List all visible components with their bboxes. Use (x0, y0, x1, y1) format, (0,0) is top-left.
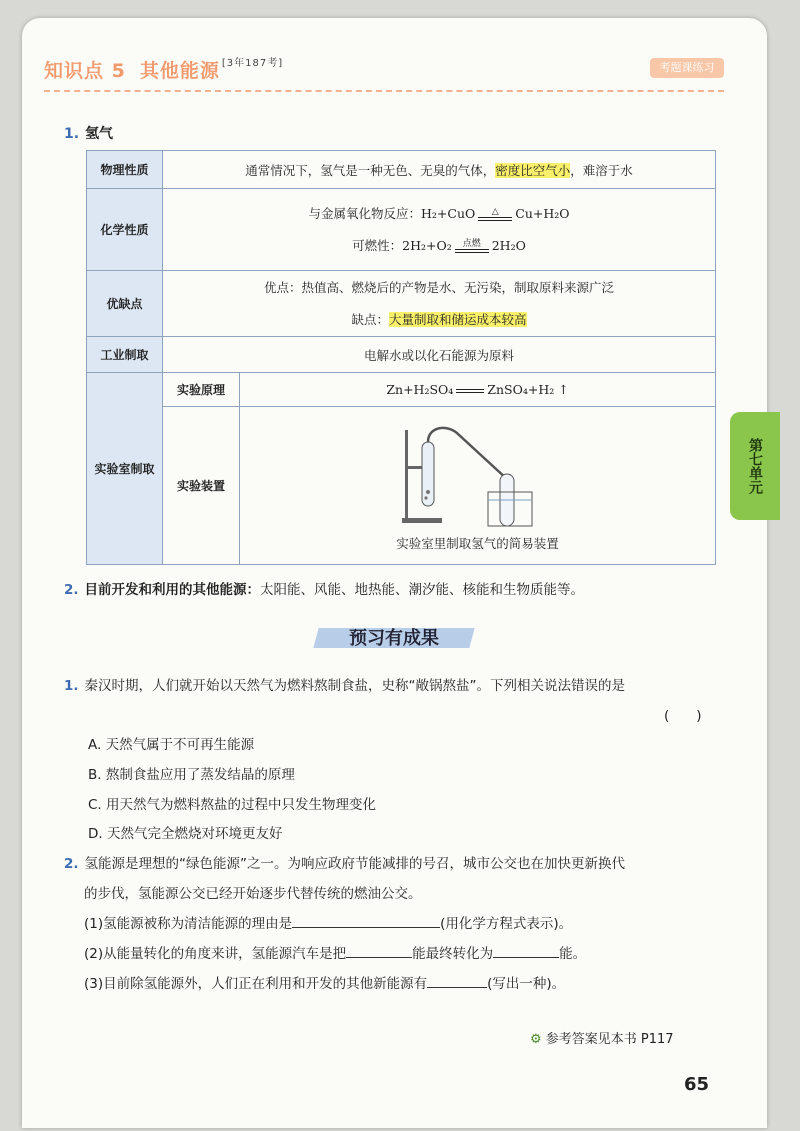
equation-left: Zn+H₂SO₄ (386, 382, 454, 397)
question-2 (64, 852, 724, 872)
table-row-industrial (87, 337, 716, 373)
question-text: 氢能源是理想的“绿色能源”之一。为响应政府节能减排的号召，城市公交也在加快更新换代 (84, 856, 626, 872)
sub2-text: (2)从能量转化的角度来讲，氢能源汽车是把 (84, 946, 347, 962)
lab-principle-equation (240, 373, 716, 407)
sub1-text: (1)氢能源被称为清洁能源的理由是 (84, 916, 293, 932)
equation-left: 与金属氧化物反应：H₂+CuO (308, 205, 476, 221)
option-c[interactable]: C. 用天然气为燃料熬盐的过程中只发生物理变化 (88, 797, 377, 813)
delivery-tube (428, 427, 508, 519)
subsection-title: 氢气 (85, 126, 114, 142)
option-b[interactable]: B. 熬制食盐应用了蒸发结晶的原理 (88, 767, 295, 783)
apparatus-illustration (388, 420, 568, 530)
cons-line (163, 304, 715, 336)
table-row-pros-cons (87, 271, 716, 337)
sub2-mid: 能最终转化为 (412, 946, 494, 962)
equation-combustion (163, 230, 715, 262)
physical-text: 通常情况下，氢气是一种无色、无臭的气体， (245, 162, 496, 178)
option-d[interactable]: D. 天然气完全燃烧对环境更友好 (88, 826, 283, 842)
header-divider (44, 90, 724, 92)
subquestion-3 (84, 972, 744, 992)
knowledge-point-title (44, 56, 283, 83)
lab-principle-label: 实验原理 (163, 373, 240, 407)
equation-right: ZnSO₄+H₂ ↑ (487, 382, 569, 397)
equation-right: 2H₂O (491, 237, 526, 253)
subsection-text: 太阳能、风能、地热能、潮汐能、核能和生物质能等。 (260, 582, 585, 598)
question-text-cont: 的步伐，氢能源公交已经开始逐步代替传统的燃油公交。 (84, 886, 422, 902)
equation-right: Cu+H₂O (515, 205, 570, 221)
link-icon: ⚙ (530, 1032, 542, 1047)
sub2-tail: 能。 (559, 946, 587, 962)
subquestion-2 (84, 942, 744, 962)
zinc-granule (424, 496, 427, 499)
sub3-text: (3)目前除氢能源外，人们正在利用和开发的其他新能源有 (84, 976, 428, 992)
lab-apparatus-cell (240, 407, 716, 565)
answer-paren[interactable]: ( ) (664, 708, 702, 724)
question-number: 1. (64, 678, 79, 694)
blank-3[interactable] (427, 973, 487, 988)
page-number: 65 (684, 1074, 710, 1095)
apparatus-caption: 实验室里制取氢气的简易装置 (396, 535, 559, 551)
subsection-hydrogen (64, 123, 113, 143)
banner-title: 预习有成果 (349, 628, 439, 649)
subquestion-1 (84, 912, 744, 932)
section-header (44, 52, 724, 92)
equals-bars (455, 249, 489, 253)
row-label-lab: 实验室制取 (87, 373, 163, 565)
subsection-number: 1. (64, 126, 80, 142)
pros-cons-content (163, 271, 716, 337)
subsection-number: 2. (64, 582, 79, 598)
header-tag: 考题课练习 (650, 58, 724, 78)
chemical-content (163, 189, 716, 271)
question-1 (64, 674, 724, 694)
blank-1[interactable] (292, 913, 440, 928)
question-number: 2. (64, 856, 79, 872)
industrial-content: 电解水或以化石能源为原料 (163, 337, 716, 373)
highlight-density: 密度比空气小 (495, 162, 571, 178)
kp-topic: 其他能源 (139, 60, 220, 82)
test-tube-left (422, 442, 434, 506)
condition-heat: △ (491, 206, 499, 217)
hydrogen-properties-table (86, 150, 716, 565)
answer-text: 参考答案见本书 P117 (545, 1032, 674, 1047)
equals-ignite (455, 240, 489, 253)
equation-cuo (163, 198, 715, 230)
table-row-lab-principle (87, 373, 716, 407)
condition-ignite: 点燃 (462, 238, 481, 249)
table-row-physical (87, 151, 716, 189)
table-row-lab-apparatus (87, 407, 716, 565)
table-row-chemical (87, 189, 716, 271)
sub3-tail: (写出一种)。 (487, 976, 566, 992)
subsection-title: 目前开发和利用的其他能源： (84, 582, 261, 598)
subsection-other-energy (64, 578, 714, 598)
exam-frequency: [3年187考] (221, 58, 284, 69)
lab-apparatus-label: 实验装置 (163, 407, 240, 565)
practice-banner (316, 622, 472, 652)
row-label-chemical: 化学性质 (87, 189, 163, 271)
pros-text: 优点：热值高、燃烧后的产物是水、无污染，制取原料来源广泛 (263, 279, 614, 295)
equals-bars (456, 389, 484, 393)
option-a[interactable]: A. 天然气属于不可再生能源 (88, 737, 255, 753)
unit-side-tab: 第七单元 (730, 412, 780, 520)
physical-content (163, 151, 716, 189)
blank-2a[interactable] (346, 943, 412, 958)
blank-2b[interactable] (493, 943, 559, 958)
sub1-tail: (用化学方程式表示)。 (440, 916, 573, 932)
physical-text-end: ，难溶于水 (570, 162, 633, 178)
zinc-granule (426, 490, 430, 494)
equals-bars (478, 217, 512, 221)
equals-heat (478, 208, 512, 221)
question-text: 秦汉时期，人们就开始以天然气为燃料熬制食盐，史称“敞锅熬盐”。下列相关说法错误的是 (84, 678, 626, 694)
stand-rod (405, 430, 408, 520)
row-label-physical: 物理性质 (87, 151, 163, 189)
answer-reference (530, 1028, 674, 1047)
row-label-pros-cons: 优缺点 (87, 271, 163, 337)
row-label-industrial: 工业制取 (87, 337, 163, 373)
highlight-cost: 大量制取和储运成本较高 (389, 311, 527, 327)
equation-left: 可燃性：2H₂+O₂ (352, 237, 452, 253)
cons-prefix: 缺点： (351, 311, 389, 327)
kp-number: 知识点 5 (44, 60, 126, 82)
equals-sign (456, 389, 484, 393)
